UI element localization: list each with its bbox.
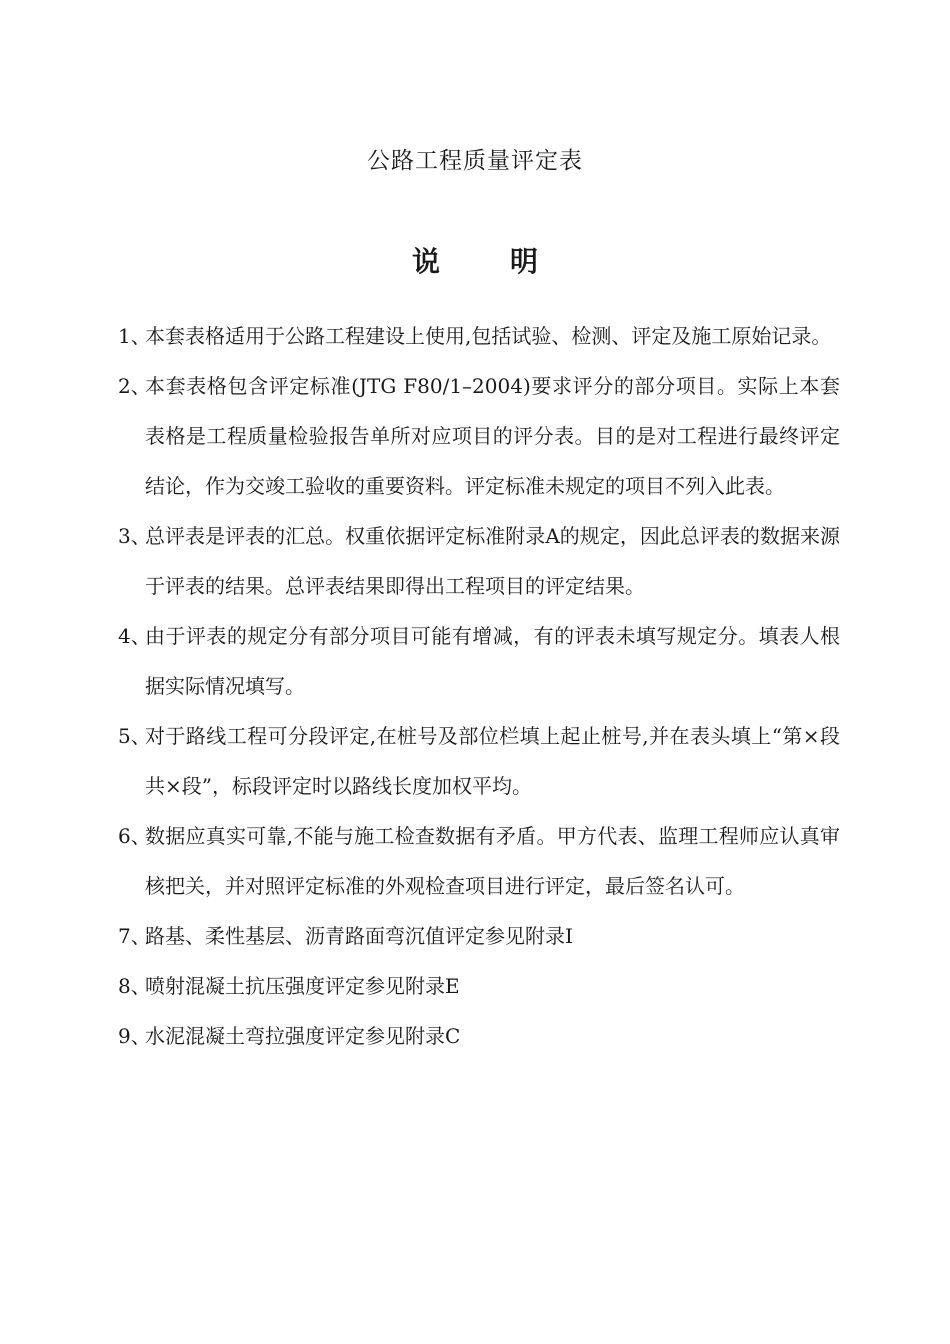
section-heading: [0, 242, 950, 282]
note-text: 路基、柔性基层、沥青路面弯沉值评定参见附录I: [145, 924, 573, 948]
note-text: 对于路线工程可分段评定,在桩号及部位栏填上起止桩号,并在表头填上“第×段共×段”，标段评定时以路线长度加权平均。: [145, 724, 840, 798]
note-item-6: [118, 811, 840, 911]
note-item-2: [118, 361, 840, 511]
note-item-5: [118, 711, 840, 811]
note-number: 4、: [118, 624, 151, 648]
heading-char-right: 明: [510, 245, 539, 278]
note-text: 数据应真实可靠,不能与施工检查数据有矛盾。甲方代表、监理工程师应认真审核把关，并对照评定标准的外观检查项目进行评定，最后签名认可。: [145, 824, 840, 898]
note-number: 8、: [118, 974, 151, 998]
document-title: 公路工程质量评定表: [367, 148, 583, 174]
note-text: 喷射混凝土抗压强度评定参见附录E: [145, 974, 460, 998]
note-item-9: [118, 1011, 840, 1061]
note-number: 3、: [118, 524, 151, 548]
note-number: 2、: [118, 374, 151, 398]
notes-list: [118, 311, 840, 1061]
note-number: 5、: [118, 724, 151, 748]
note-text: 由于评表的规定分有部分项目可能有增减，有的评表未填写规定分。填表人根据实际情况填写。: [145, 624, 840, 698]
note-item-3: [118, 511, 840, 611]
note-text: 水泥混凝土弯拉强度评定参见附录C: [145, 1024, 461, 1048]
note-text: 总评表是评表的汇总。权重依据评定标准附录A的规定，因此总评表的数据来源于评表的结果。总评表结果即得出工程项目的评定结果。: [145, 524, 840, 598]
note-number: 6、: [118, 824, 151, 848]
note-item-1: [118, 311, 840, 361]
note-text: 本套表格适用于公路工程建设上使用,包括试验、检测、评定及施工原始记录。: [145, 324, 832, 348]
note-text: 本套表格包含评定标准(JTG F80/1–2004)要求评分的部分项目。实际上本套表格是工程质量检验报告单所对应项目的评分表。目的是对工程进行最终评定结论，作为交竣工验收的重要资料。评定标准未规定的项目不列入此表。: [145, 374, 840, 498]
note-item-7: [118, 911, 840, 961]
heading-char-left: 说: [411, 245, 440, 278]
note-item-8: [118, 961, 840, 1011]
note-number: 7、: [118, 924, 151, 948]
note-item-4: [118, 611, 840, 711]
note-number: 9、: [118, 1024, 151, 1048]
note-number: 1、: [118, 324, 151, 348]
